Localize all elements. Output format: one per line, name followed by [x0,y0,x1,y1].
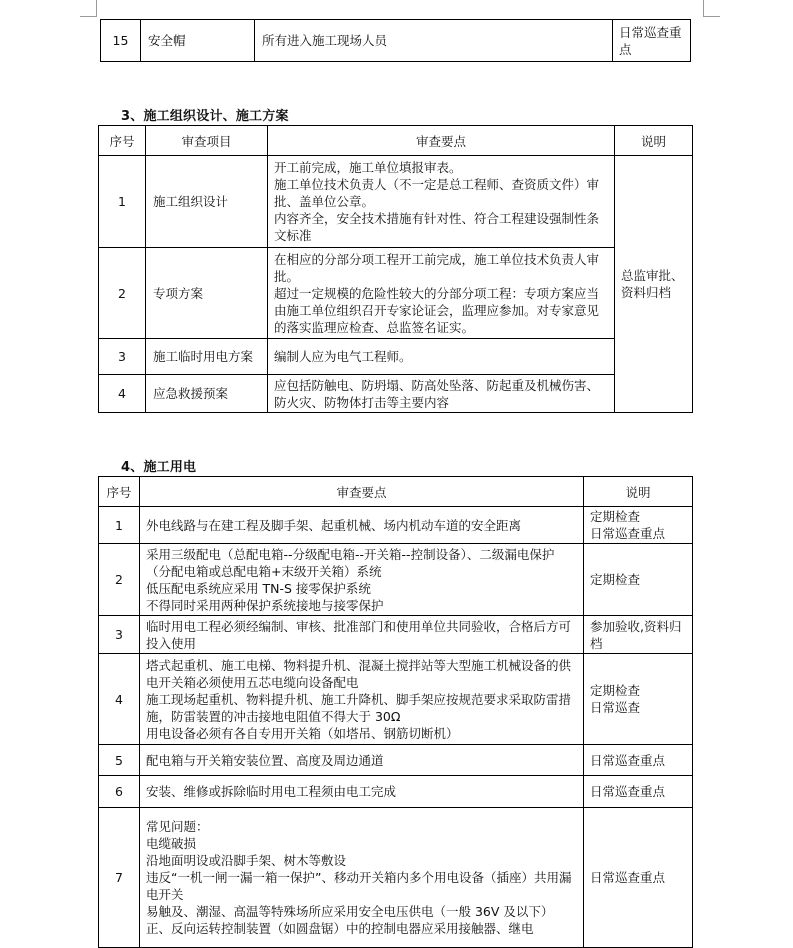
row-number: 6 [99,776,140,808]
row-number: 1 [99,507,140,544]
item-name: 施工组织设计 [146,156,268,248]
review-point: 采用三级配电（总配电箱--分级配电箱--开关箱--控制设备）、二级漏电保护（分配电箱或总配电箱+末级开关箱）系统 [146,546,555,579]
row-number: 2 [99,544,140,616]
column-header: 审查要点 [140,477,584,507]
review-point: 外电线路与在建工程及脚手架、起重机械、场内机动车道的安全距离 [140,507,584,544]
item-name: 专项方案 [146,248,268,339]
note-cell: 日常巡查重点 [584,745,693,776]
table-row [99,616,693,654]
review-point: 用电设备必须有各自专用开关箱（如塔吊、钢筋切断机） [146,725,459,741]
row-number: 5 [99,745,140,776]
review-point: 易触及、潮湿、高温等特殊场所应采用安全电压供电（一般 36V 及以下） [146,904,554,919]
note-cell: 日常巡查重点 [613,20,691,62]
review-point: 违反“一机一闸一漏一箱一保护”、移动开关箱内多个用电设备（插座）共用漏电开关 [146,870,572,902]
column-header: 序号 [99,477,140,507]
item-name: 安全帽 [141,20,255,62]
note-cell: 定期检查 [584,544,693,616]
table-row [99,248,693,339]
table-row [99,654,693,745]
note-line: 定期检查 [590,509,641,524]
table-row [101,20,691,62]
review-point: 施工单位技术负责人（不一定是总工程师、查资质文件）审批、盖单位公章。 [274,177,600,209]
top-table [100,19,691,62]
review-point: 开工前完成，施工单位填报审表。 [274,160,462,175]
review-point: 内容齐全，安全技术措施有针对性、符合工程建设强制性条文标准 [274,211,600,243]
table-row [99,544,693,616]
row-number: 2 [99,248,146,339]
note-cell: 参加验收,资料归档 [584,616,693,654]
section-3-heading: 3、施工组织设计、施工方案 [121,109,289,124]
column-header: 审查要点 [268,126,615,156]
note-cell: 日常巡查重点 [584,776,693,808]
review-point: 配电箱与开关箱安装位置、高度及周边通道 [140,745,584,776]
row-number: 4 [99,654,140,745]
note-line: 定期检查 [590,683,641,698]
review-point: 编制人应为电气工程师。 [268,339,615,375]
page-corner-mark-left [80,0,97,17]
page-corner-mark-right [703,0,720,17]
section-4-table [98,476,693,948]
table-row [99,507,693,544]
row-number: 1 [99,156,146,248]
row-number: 15 [101,20,141,62]
table-row [99,375,693,413]
review-point: 施工现场起重机、物料提升机、施工升降机、脚手架应按规范要求采取防雷措施，防雷装置的冲击接地电阻值不得大于 30Ω [146,691,572,724]
review-point: 塔式起重机、施工电梯、物料提升机、混凝土搅拌站等大型施工机械设备的供电开关箱必须使用五芯电缆向设备配电 [146,657,572,690]
item-name: 施工临时用电方案 [146,339,268,375]
note-cell [584,654,693,745]
review-point: 所有进入施工现场人员 [255,20,613,62]
review-point: 电缆破损 [146,836,197,851]
review-point: 安装、维修或拆除临时用电工程须由电工完成 [140,776,584,808]
column-header: 说明 [615,126,693,156]
table-row [99,339,693,375]
note-line: 日常巡查重点 [590,526,666,541]
review-points [268,248,615,339]
table-row [99,808,693,948]
review-point: 沿地面明设或沿脚手架、树木等敷设 [146,853,347,868]
row-number: 3 [99,339,146,375]
table-row [99,776,693,808]
row-number: 4 [99,375,146,413]
review-points [140,654,584,745]
section-4-heading: 4、施工用电 [121,460,197,475]
review-points [140,544,584,616]
review-point: 常见问题： [146,819,209,834]
column-header: 审查项目 [146,126,268,156]
note-cell [584,507,693,544]
row-number: 7 [99,808,140,948]
review-point: 不得同时采用两种保护系统接地与接零保护 [146,597,384,613]
table-row [99,156,693,248]
review-point: 在相应的分部分项工程开工前完成，施工单位技术负责人审批。 [274,251,600,284]
review-point: 临时用电工程必须经编制、审核、批准部门和使用单位共同验收，合格后方可投入使用 [140,616,584,654]
note-line: 日常巡查 [590,700,641,715]
review-point: 低压配电系统应采用 TN-S 接零保护系统 [146,580,371,596]
review-point: 正、反向运转控制装置（如圆盘锯）中的控制电器应采用接触器、继电 [146,921,534,936]
column-header: 序号 [99,126,146,156]
column-header: 说明 [584,477,693,507]
table-header-row [99,477,693,507]
row-number: 3 [99,616,140,654]
item-name: 应急救援预案 [146,375,268,413]
table-header-row [99,126,693,156]
table-row [99,745,693,776]
review-point: 应包括防触电、防坍塌、防高处坠落、防起重及机械伤害、防火灾、防物体打击等主要内容 [268,375,615,413]
review-points [140,808,584,948]
note-cell: 日常巡查重点 [584,808,693,948]
review-point: 超过一定规模的危险性较大的分部分项工程：专项方案应当由施工单位组织召开专家论证会，监理应参加。对专家意见的落实监理应检查、总监签名证实。 [274,285,600,335]
section-3-table [98,125,693,413]
review-points [268,156,615,248]
merged-note-cell: 总监审批、资料归档 [615,156,693,413]
